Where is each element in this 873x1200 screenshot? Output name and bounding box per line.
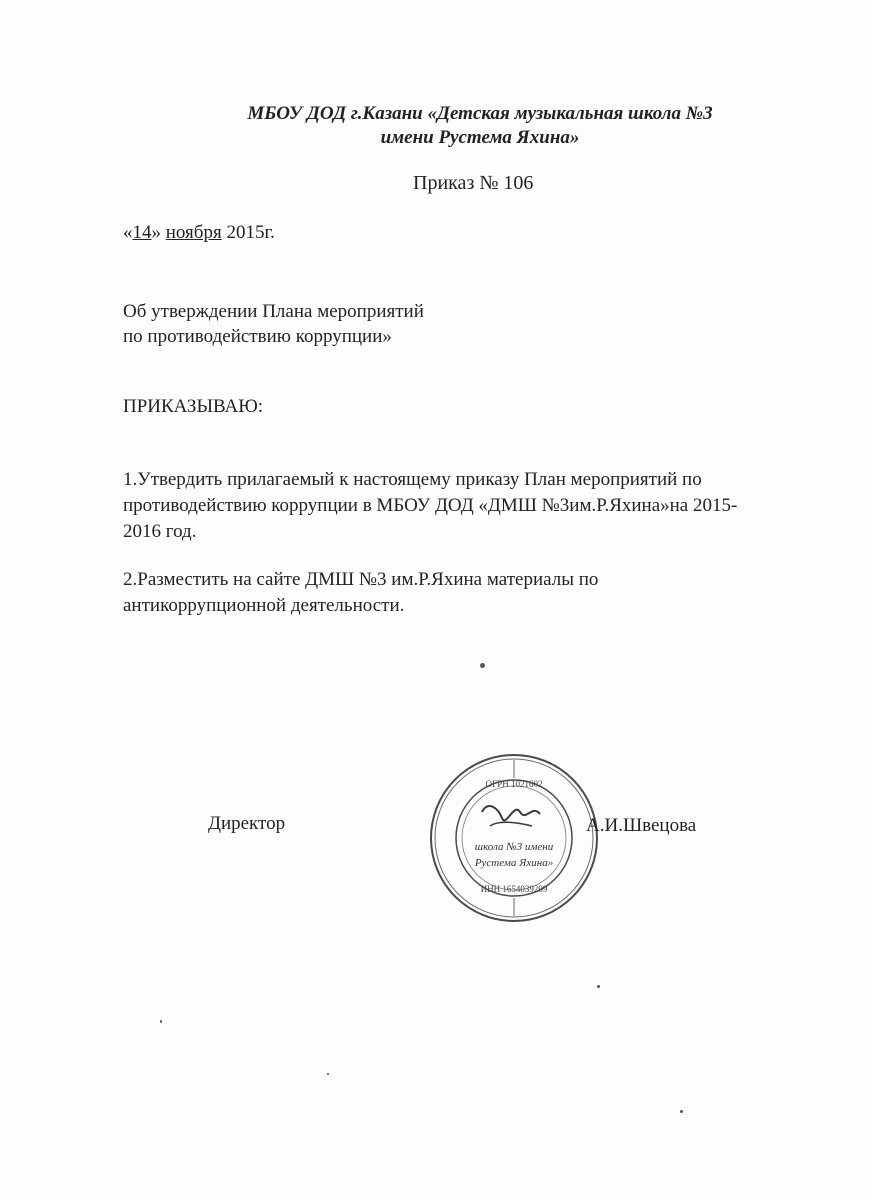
institution-header bbox=[0, 102, 873, 150]
stamp-ogrn: ОГРН 1021602 bbox=[485, 779, 543, 789]
official-stamp-icon bbox=[428, 752, 600, 924]
order-date bbox=[123, 222, 275, 244]
date-open-quote: « bbox=[123, 222, 133, 243]
header-line-2: имени Рустема Яхина» bbox=[380, 127, 580, 148]
stamp-center-line-2: Рустема Яхина» bbox=[474, 857, 554, 869]
stamp-inn: ИНН 1654039209 bbox=[480, 884, 548, 894]
order-item-1 bbox=[123, 467, 823, 545]
date-day: 14 bbox=[132, 222, 152, 243]
item-1-line-2: противодействию коррупции в МБОУ ДОД «ДМШ №3им.Р.Яхина»на 2015- bbox=[123, 495, 738, 516]
subject-line-1: Об утверждении Плана мероприятий bbox=[123, 301, 424, 322]
header-line-1: МБОУ ДОД г.Казани «Детская музыкальная школа №3 bbox=[247, 103, 713, 124]
item-2-line-1: 2.Разместить на сайте ДМШ №3 им.Р.Яхина материалы по bbox=[123, 569, 599, 590]
date-year: 2015г. bbox=[221, 222, 275, 243]
command-heading: ПРИКАЗЫВАЮ: bbox=[123, 396, 264, 417]
signature-title: Директор bbox=[208, 813, 286, 834]
date-month: ноября bbox=[165, 222, 222, 243]
order-subject bbox=[123, 299, 424, 349]
item-2-line-2: антикоррупционной деятельности. bbox=[123, 595, 405, 616]
scan-speck bbox=[597, 985, 600, 988]
date-close-quote: » bbox=[151, 222, 166, 243]
signature-name: А.И.Швецова bbox=[586, 815, 697, 836]
scan-speck bbox=[327, 1073, 329, 1075]
scan-speck bbox=[480, 663, 485, 668]
item-1-line-3: 2016 год. bbox=[123, 521, 197, 542]
subject-line-2: по противодействию коррупции» bbox=[123, 326, 392, 347]
item-1-line-1: 1.Утвердить прилагаемый к настоящему приказу План мероприятий по bbox=[123, 469, 702, 490]
stamp-center-line-1: школа №3 имени bbox=[474, 841, 554, 853]
order-number: Приказ № 106 bbox=[413, 172, 534, 194]
order-item-2 bbox=[123, 567, 823, 619]
scan-speck bbox=[160, 1020, 162, 1023]
scan-speck bbox=[680, 1110, 683, 1113]
